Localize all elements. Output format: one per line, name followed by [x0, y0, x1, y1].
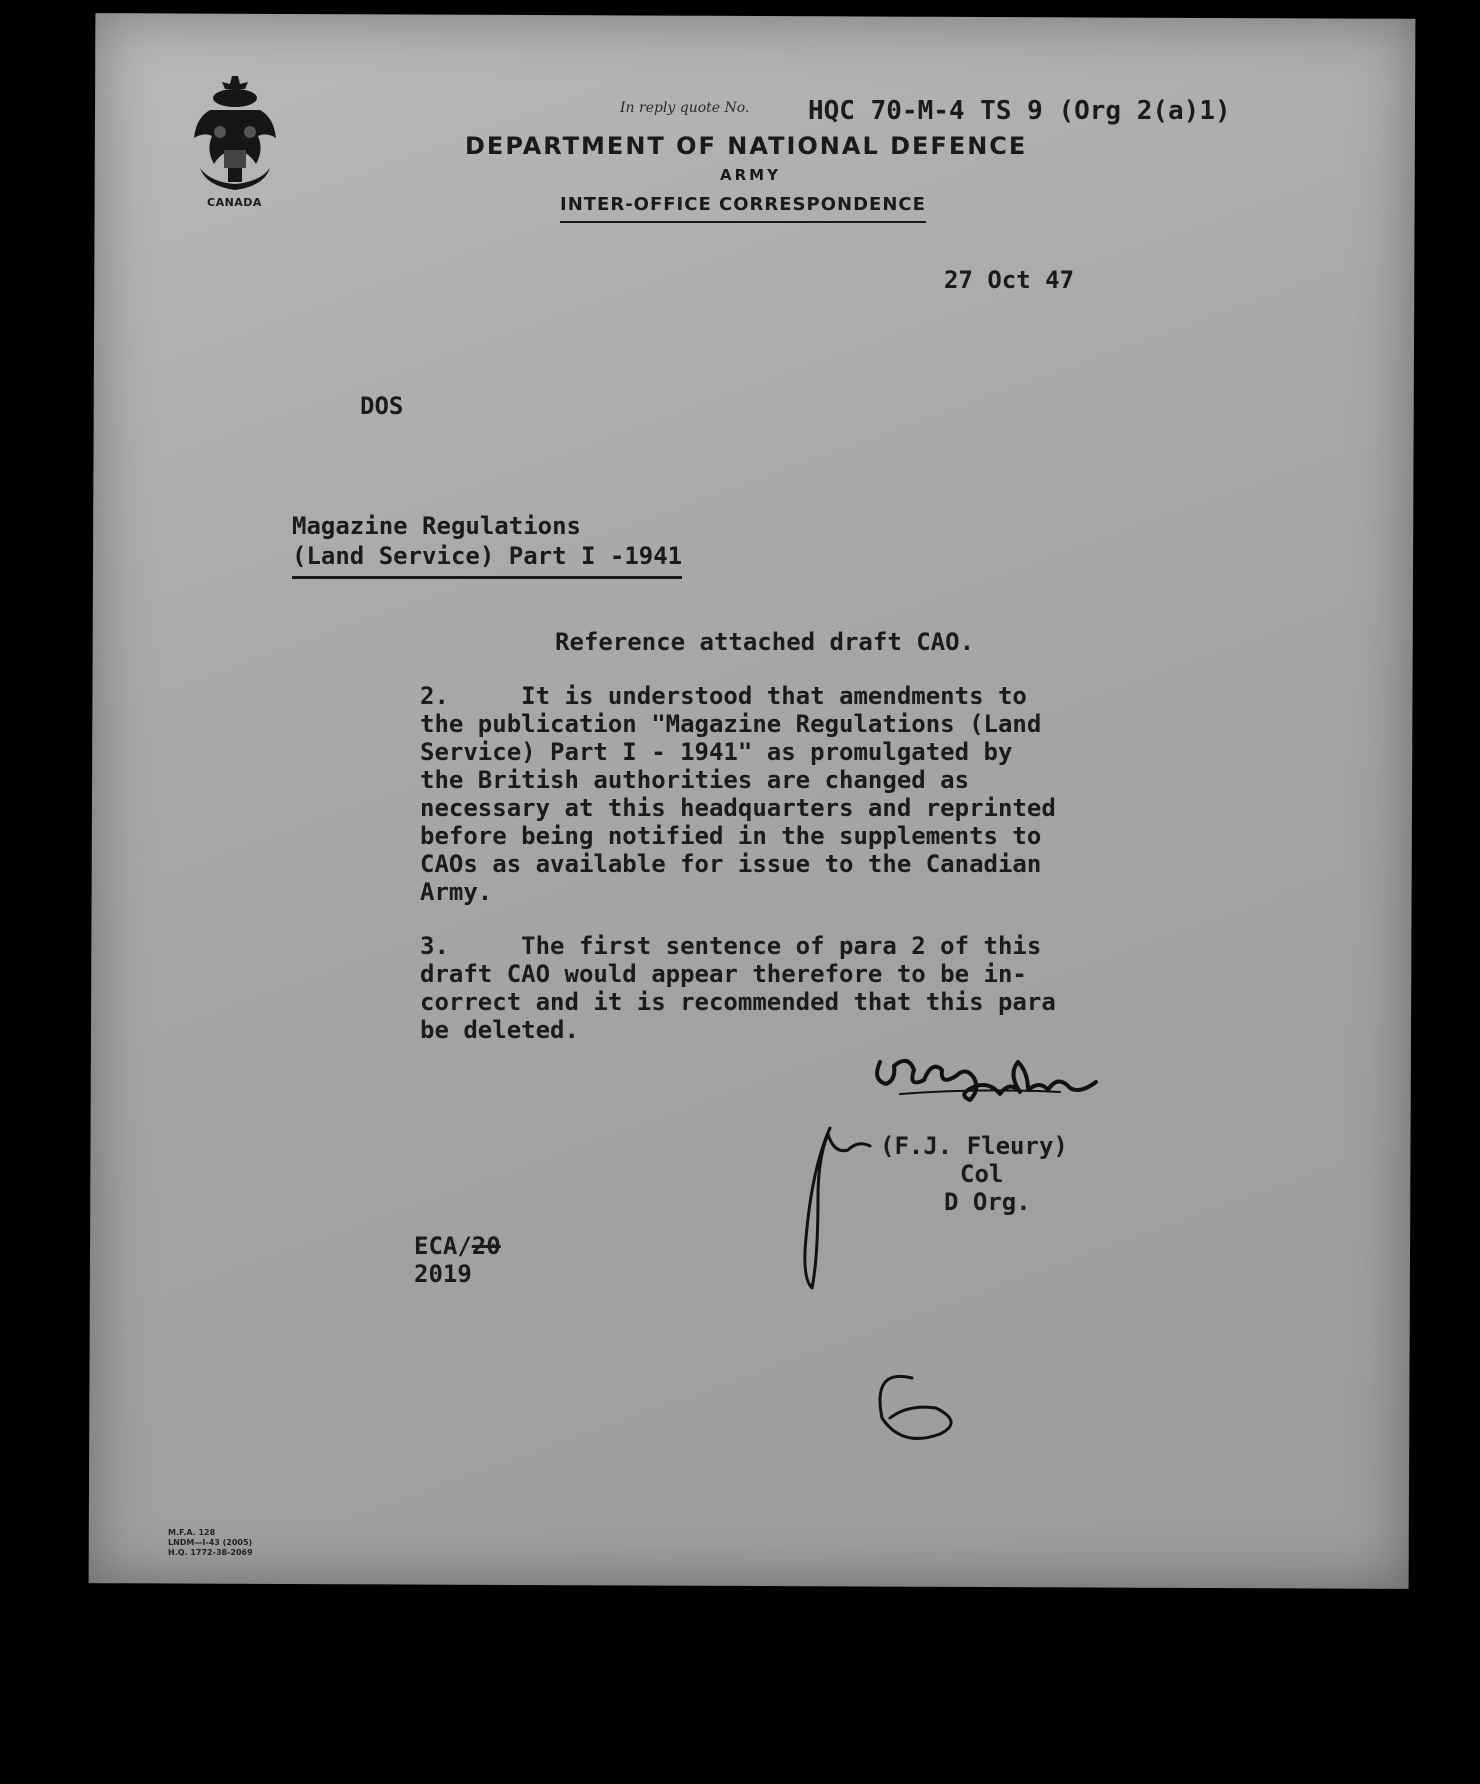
canada-crest-icon: [180, 72, 290, 202]
paragraph-line: 3. The first sentence of para 2 of this: [420, 932, 1042, 960]
file-reference-number: 2019: [414, 1260, 472, 1288]
paragraph-line: 2. It is understood that amendments to: [420, 682, 1027, 710]
paragraph-line: the British authorities are changed as: [420, 766, 970, 794]
paragraph-line: Service) Part I - 1941" as promulgated by: [420, 738, 1013, 766]
form-code-line: LNDM—I-43 (2005): [168, 1538, 253, 1547]
letter-date: 27 Oct 47: [944, 266, 1075, 294]
reply-quote-label: In reply quote No.: [620, 100, 750, 116]
paragraph-line: necessary at this headquarters and reprinted: [420, 794, 1056, 822]
file-reference-struck: 20: [471, 1232, 501, 1260]
signatory-rank: Col: [960, 1160, 1004, 1188]
file-number: HQC 70-M-4 TS 9 (Org 2(a)1): [808, 96, 1231, 126]
form-code: [168, 1528, 253, 1558]
form-code-line: M.F.A. 128: [168, 1528, 216, 1537]
department-heading: DEPARTMENT OF NATIONAL DEFENCE: [465, 132, 1028, 160]
paragraph-line: before being notified in the supplements to: [420, 822, 1042, 850]
subject-line-2: (Land Service) Part I -1941: [292, 542, 682, 579]
addressee: DOS: [360, 392, 404, 420]
paragraph-line: CAOs as available for issue to the Canadian: [420, 850, 1042, 878]
file-reference-prefix: ECA/: [414, 1232, 472, 1260]
file-reference-line: [414, 1232, 501, 1260]
paragraph-line: be deleted.: [420, 1016, 579, 1044]
signatory-appointment: D Org.: [944, 1188, 1031, 1216]
paragraph-2: [420, 682, 1056, 906]
subject-line-1: Magazine Regulations: [292, 512, 581, 540]
paragraph-line: Army.: [420, 878, 493, 906]
form-code-line: H.Q. 1772-38-2069: [168, 1548, 253, 1557]
paragraph-line: the publication "Magazine Regulations (Land: [420, 710, 1042, 738]
paragraph-line: correct and it is recommended that this para: [420, 988, 1056, 1016]
signatory-name: (F.J. Fleury): [880, 1132, 1068, 1160]
paragraph-line: draft CAO would appear therefore to be in-: [420, 960, 1027, 988]
reference-line: Reference attached draft CAO.: [555, 628, 975, 656]
form-type-heading: INTER-OFFICE CORRESPONDENCE: [560, 194, 926, 223]
paragraph-3: [420, 932, 1056, 1044]
crest-label: CANADA: [207, 196, 262, 209]
service-heading: ARMY: [720, 166, 781, 184]
